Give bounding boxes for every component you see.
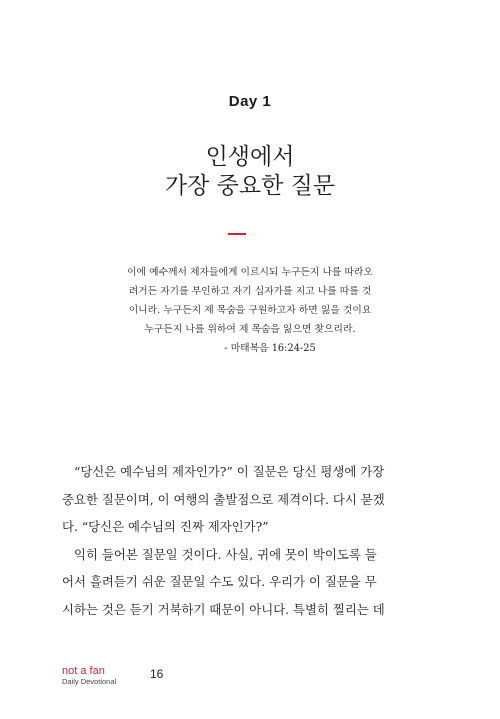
footer-brand [62,665,116,687]
body-text [62,458,440,624]
title-line-1: 인생에서 [205,144,295,170]
brand-subtitle: Daily Devotional [62,677,117,686]
title-divider [228,233,246,235]
verse-line: 려거든 자기를 부인하고 자기 십자가를 지고 나를 따를 것 [128,286,372,297]
title-line-2: 가장 중요한 질문 [164,173,336,199]
brand-name: not a fan [62,665,105,677]
scripture-quote [70,263,430,358]
body-line: 어서 흘려듣기 쉬운 질문일 수도 있다. 우리가 이 질문을 무 [62,574,377,590]
body-line: 다. “당신은 예수님의 진짜 제자인가?” [62,519,269,535]
verse-line: 이에 예수께서 제자들에게 이르시되 누구든지 나를 따라오 [127,267,373,278]
page-number: 16 [150,667,164,681]
body-line: 익히 들어본 질문일 것이다. 사실, 귀에 못이 박이도록 들 [74,546,377,562]
verse-line: 이니라. 누구든지 제 목숨을 구원하고자 하면 잃을 것이요 [128,305,372,316]
verse-reference: - 마태복음 16:24-25 [224,343,316,354]
body-line: 중요한 질문이며, 이 여행의 출발점으로 제격이다. 다시 묻겠 [62,491,385,507]
body-line: “당신은 예수님의 제자인가?” 이 질문은 당신 평생에 가장 [74,464,385,479]
body-line: 시하는 것은 듣기 거북하기 때문이 아니다. 특별히 찔리는 데 [62,601,385,617]
day-label: Day 1 [228,93,272,110]
verse-line: 누구든지 나를 위하여 제 목숨을 잃으면 찾으리라. [144,324,356,335]
page-title [0,143,500,201]
